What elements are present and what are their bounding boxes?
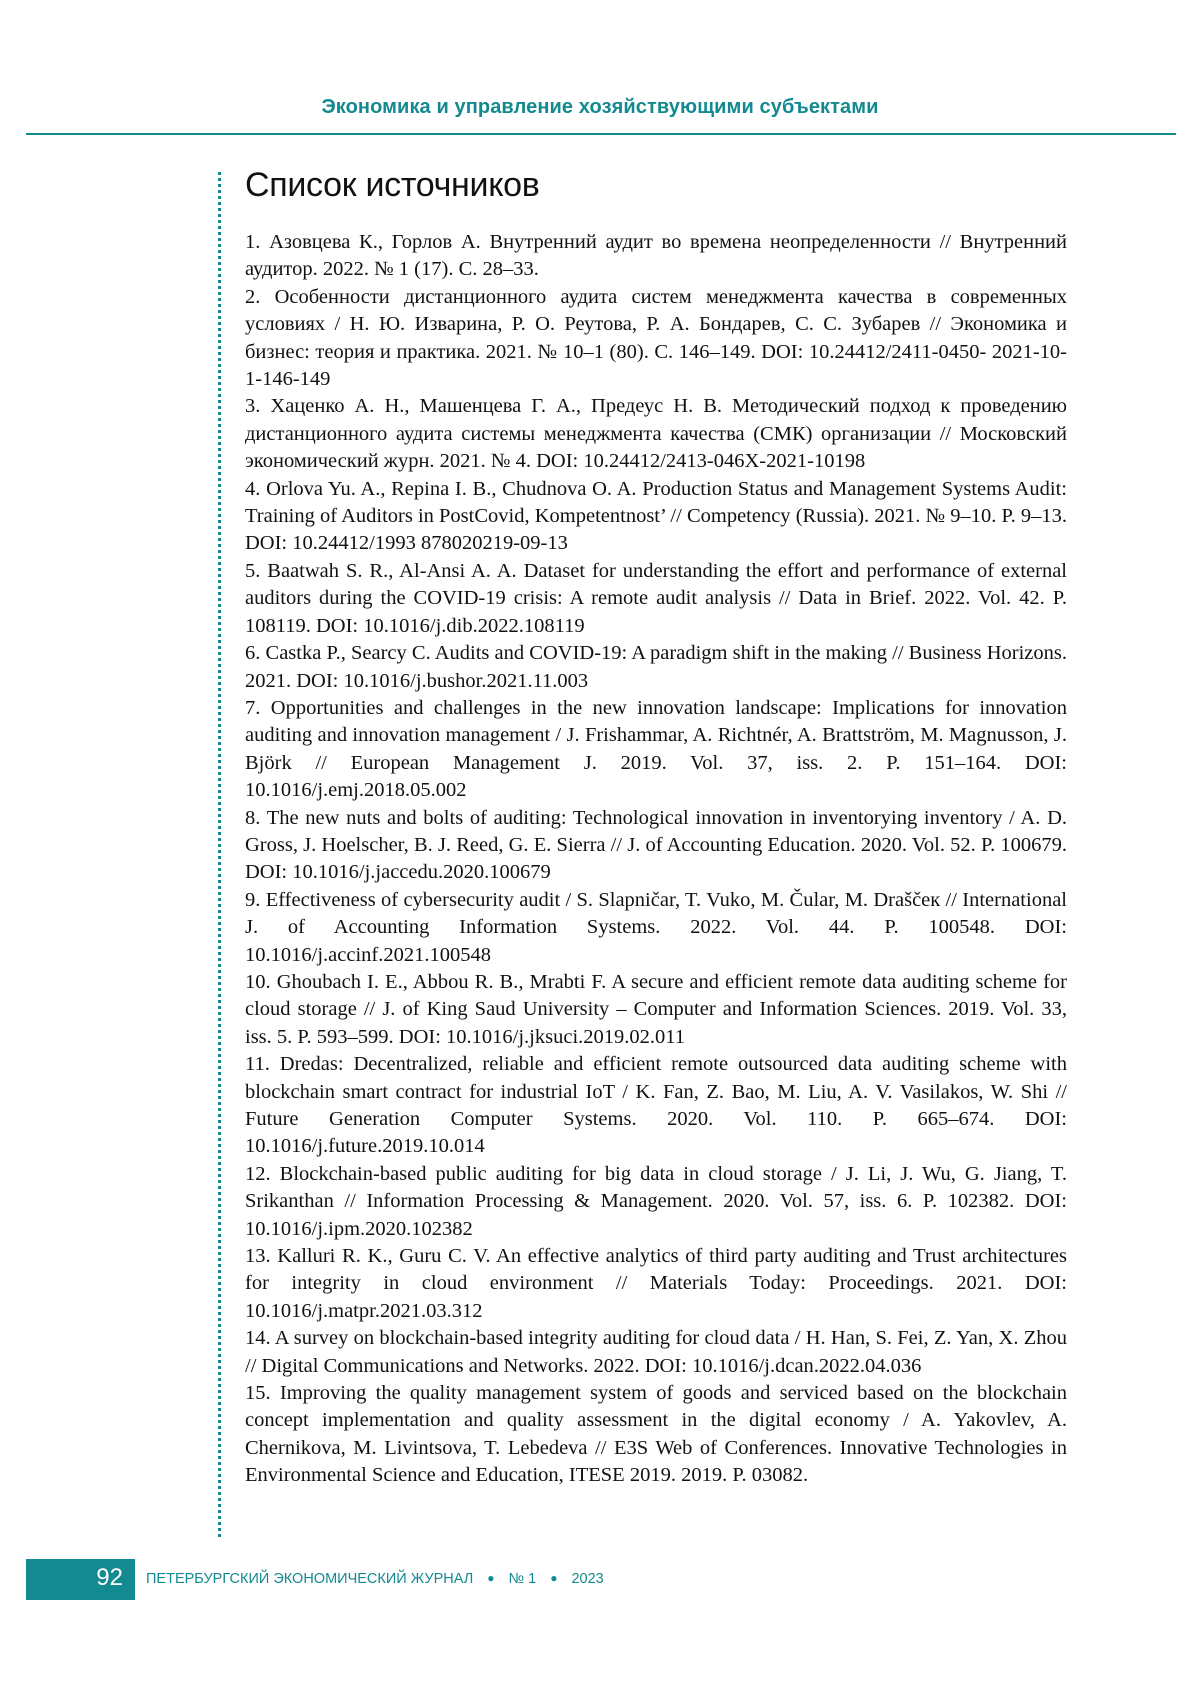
reference-item: 9. Effectiveness of cybersecurity audit / S. Slapničar, T. Vuko, M. Čular, M. Draščeк // International J. of Accounting Information Systems. 2022. Vol. 44. P. 100548. DOI: 10.1016/j.accinf.2021.100548 [245, 888, 1067, 966]
reference-item: 8. The new nuts and bolts of auditing: Technological innovation in inventorying inventory / A. D. Gross, J. Hoelscher, B. J. Reed, G. E. Sierra // J. of Accounting Education. 2020. Vol. 52. P. 100679. DOI: 10.1016/j.jaccedu.2020.100679 [245, 806, 1067, 884]
reference-item: 2. Особенности дистанционного аудита систем менеджмента качества в современных условиях / Н. Ю. Изварина, Р. О. Реутова, Р. А. Бондарев, С. С. Зубарев // Экономика и бизнес: теория и практика. 2021. № 10–1 (80). С. 146–149. DOI: 10.24412/2411-0450- 2021-10-1-146-149 [245, 285, 1067, 391]
header-divider [26, 133, 1176, 135]
reference-item: 4. Orlova Yu. A., Repina I. B., Chudnova O. A. Production Status and Management Systems Audit: Training of Auditors in PostCovid, Kompetentnost’ // Competency (Russia). 2021. № 9–10. P. 9–13. DOI: 10.24412/1993 878020219-09-13 [245, 477, 1067, 555]
reference-item: 15. Improving the quality management system of goods and serviced based on the blockchain concept implementation and quality assessment in the digital economy / A. Yakovlev, A. Chernikova, M. Livintsova, T. Lebedeva // E3S Web of Conferences. Innovative Technologies in Environmental Science and Education, ITESE 2019. 2019. P. 03082. [245, 1382, 1067, 1487]
reference-item: 12. Blockchain-based public auditing for big data in cloud storage / J. Li, J. Wu, G. Jiang, T. Srikanthan // Information Processing & Management. 2020. Vol. 57, iss. 6. P. 102382. DOI: 10.1016/j.ipm.2020.102382 [245, 1162, 1067, 1240]
reference-item: 5. Baatwah S. R., Al-Ansi A. A. Dataset for understanding the effort and performance of external auditors during the COVID-19 crisis: A remote audit analysis // Data in Brief. 2022. Vol. 42. P. 108119. DOI: 10.1016/j.dib.2022.108119 [245, 559, 1067, 637]
footer-journal-line [146, 1571, 604, 1587]
reference-item: 10. Ghoubach I. E., Abbou R. B., Mrabti F. A secure and efficient remote data auditing scheme for cloud storage // J. of King Saud University – Computer and Information Sciences. 2019. Vol. 33, iss. 5. P. 593–599. DOI: 10.1016/j.jksuci.2019.02.011 [245, 970, 1067, 1048]
reference-item: 7. Opportunities and challenges in the new innovation landscape: Implications for innovation auditing and innovation management / J. Frishammar, A. Richtnér, A. Brattström, M. Magnusson, J. Björk // European Management J. 2019. Vol. 37, iss. 2. P. 151–164. DOI: 10.1016/j.emj.2018.05.002 [245, 696, 1067, 802]
running-head: Экономика и управление хозяйствующими субъектами [321, 96, 879, 118]
reference-item: 14. A survey on blockchain-based integrity auditing for cloud data / H. Han, S. Fei, Z. Yan, X. Zhou // Digital Communications and Networks. 2022. DOI: 10.1016/j.dcan.2022.04.036 [245, 1327, 1067, 1377]
page-number-box [26, 1559, 135, 1600]
journal-name: ПЕТЕРБУРГСКИЙ ЭКОНОМИЧЕСКИЙ ЖУРНАЛ [146, 1571, 474, 1587]
bullet-icon: ● [487, 1571, 495, 1585]
issue-number: № 1 [508, 1571, 537, 1587]
section-title: Список источников [245, 166, 540, 204]
issue-year: 2023 [571, 1571, 604, 1587]
page-number: 92 [96, 1564, 123, 1591]
reference-item: 1. Азовцева К., Горлов А. Внутренний аудит во времена неопределенности // Внутренний аудитор. 2022. № 1 (17). С. 28–33. [245, 231, 1067, 281]
reference-item: 3. Хаценко А. Н., Машенцева Г. А., Предеус Н. В. Методический подход к проведению дистанционного аудита системы менеджмента качества (СМК) организации // Московский экономический журн. 2021. № 4. DOI: 10.24412/2413-046X-2021-10198 [245, 395, 1067, 473]
reference-item: 11. Dredas: Decentralized, reliable and efficient remote outsourced data auditing scheme with blockchain smart contract for industrial IoT / K. Fan, Z. Bao, M. Liu, A. V. Vasilakos, W. Shi // Future Generation Computer Systems. 2020. Vol. 110. P. 665–674. DOI: 10.1016/j.future.2019.10.014 [245, 1053, 1067, 1158]
dotted-margin-rule [218, 172, 221, 1537]
bullet-icon: ● [550, 1571, 558, 1585]
reference-item: 13. Kalluri R. K., Guru C. V. An effective analytics of third party auditing and Trust architectures for integrity in cloud environment // Materials Today: Proceedings. 2021. DOI: 10.1016/j.matpr.2021.03.312 [245, 1245, 1067, 1322]
reference-item: 6. Castka P., Searcy C. Audits and COVID-19: A paradigm shift in the making // Business Horizons. 2021. DOI: 10.1016/j.bushor.2021.11.003 [245, 642, 1067, 692]
reference-list [245, 229, 1067, 1490]
